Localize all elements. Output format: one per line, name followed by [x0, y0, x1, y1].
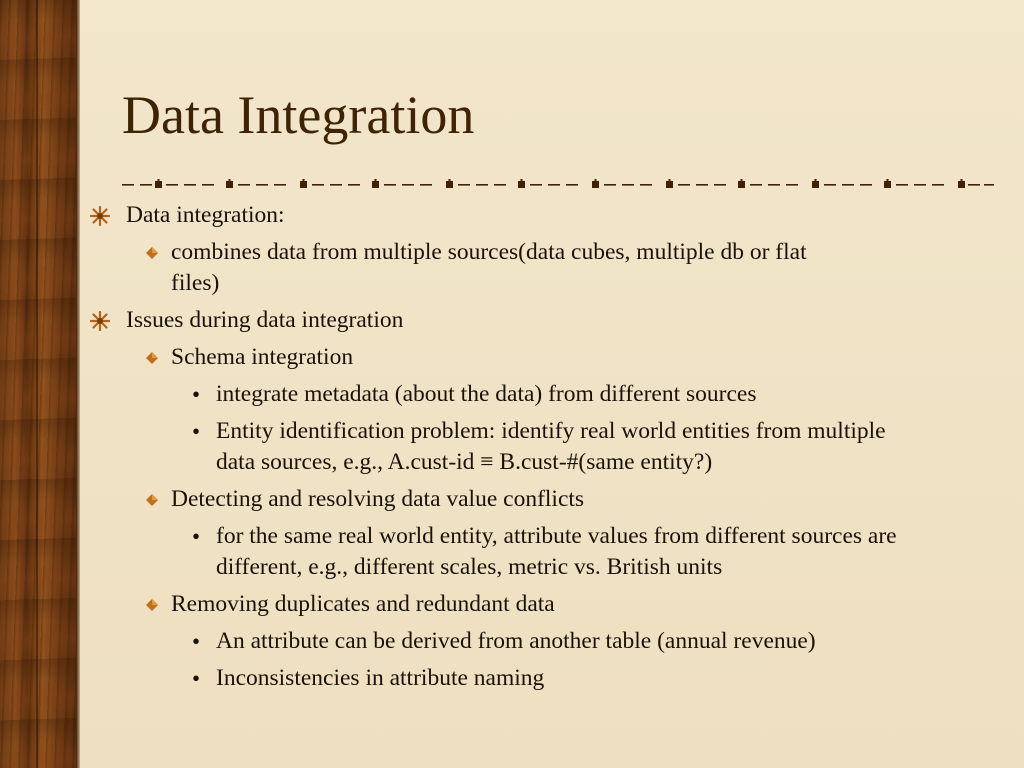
bullet-text: combines data from multiple sources(data cubes, multiple db or flat files)	[171, 239, 807, 296]
dot-icon: •	[192, 382, 201, 407]
list-item	[90, 237, 930, 299]
bullet-text: integrate metadata (about the data) from different sources	[216, 381, 757, 407]
list-item	[90, 484, 930, 515]
bullet-text: Data integration:	[126, 202, 285, 228]
bullet-text: Issues during data integration	[126, 307, 404, 333]
list-item	[90, 342, 930, 373]
list-item	[90, 305, 930, 336]
list-item	[90, 626, 930, 657]
diamond-icon	[146, 599, 158, 611]
list-item	[90, 416, 930, 478]
bullet-text: Schema integration	[171, 344, 354, 370]
list-item	[90, 521, 930, 583]
diamond-icon	[146, 494, 158, 506]
bullet-text: Detecting and resolving data value conflicts	[171, 486, 585, 512]
wood-edge	[76, 0, 80, 768]
star-burst-icon	[90, 311, 110, 331]
bullet-text: Inconsistencies in attribute naming	[216, 665, 545, 691]
dot-icon: •	[192, 419, 201, 444]
list-item	[90, 379, 930, 410]
dot-icon: •	[192, 524, 201, 549]
list-item	[90, 663, 930, 694]
divider-markers	[155, 179, 965, 188]
wood-seam	[36, 0, 38, 768]
dot-icon: •	[192, 629, 201, 654]
bullet-text: Entity identification problem: identify real world entities from multiple data sources, e.g., A.cust-id ≡ B.cust-#(same entity?)	[216, 418, 886, 475]
dot-icon: •	[192, 666, 201, 691]
divider-dashes	[122, 184, 994, 186]
bullet-text: Removing duplicates and redundant data	[171, 591, 555, 617]
list-item	[90, 200, 930, 231]
diamond-icon	[146, 247, 158, 259]
bullet-text: An attribute can be derived from another table (annual revenue)	[216, 628, 816, 654]
bullet-text: for the same real world entity, attribute values from different sources are different, e.g., different scales, metric vs. British units	[216, 523, 897, 580]
list-item	[90, 589, 930, 620]
diamond-icon	[146, 352, 158, 364]
slide-title: Data Integration	[122, 85, 475, 145]
star-burst-icon	[90, 206, 110, 226]
title-divider	[122, 179, 994, 191]
wood-border	[0, 0, 78, 768]
bullet-list	[90, 200, 930, 694]
